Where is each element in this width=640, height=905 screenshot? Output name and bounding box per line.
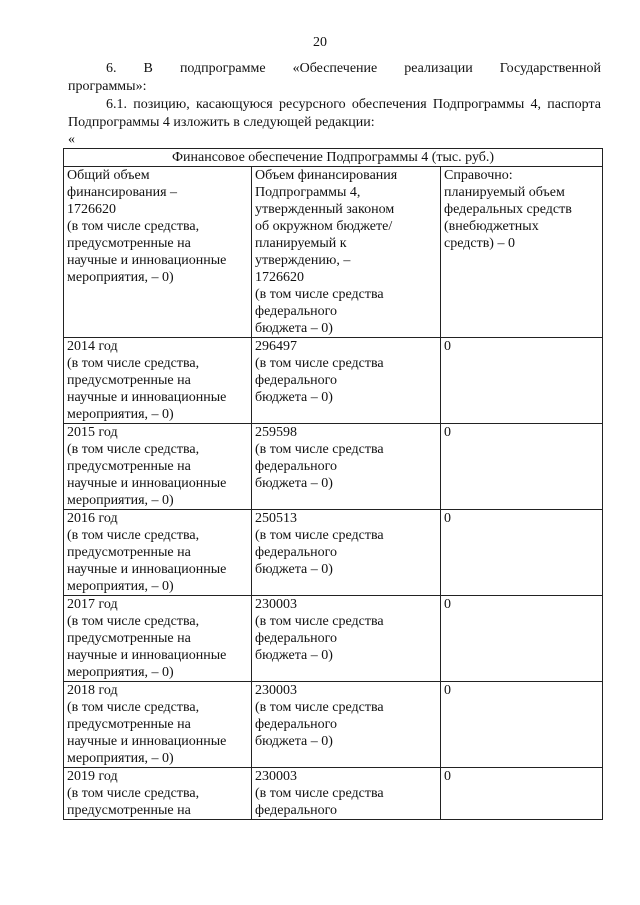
page-number: 20 [313,35,327,50]
approved-funding-cell [252,167,441,338]
cell-line: предусмотренные на [67,459,191,474]
cell-line: (в том числе средства, [67,786,200,801]
year-approved-cell [252,338,441,424]
reference-funding-cell [441,167,603,338]
cell-line: средств) – 0 [444,236,515,251]
cell-line: мероприятия, – 0) [67,751,174,766]
cell-line: 2016 год [67,511,118,526]
year-approved-cell [252,768,441,820]
year-approved-cell [252,682,441,768]
cell-line: бюджета – 0) [255,476,333,491]
cell-line: (в том числе средства, [67,356,200,371]
year-total-cell [64,768,252,820]
table-row [64,338,603,424]
cell-line: 230003 [255,769,297,784]
cell-line: 259598 [255,425,297,440]
cell-line: планируемый к [255,236,347,251]
table-row [64,768,603,820]
cell-line: (в том числе средства, [67,442,200,457]
table-row [64,596,603,682]
cell-line: научные и инновационные [67,253,227,268]
year-total-cell [64,424,252,510]
cell-line: (в том числе средства [255,700,384,715]
cell-line: 230003 [255,683,297,698]
cell-line: Объем финансирования [255,168,398,183]
cell-line: бюджета – 0) [255,390,333,405]
cell-line: 230003 [255,597,297,612]
cell-line: научные и инновационные [67,390,227,405]
cell-line: мероприятия, – 0) [67,665,174,680]
cell-line: 2014 год [67,339,118,354]
cell-line: 0 [444,769,451,784]
cell-line: федерального [255,717,338,732]
cell-line: предусмотренные на [67,717,191,732]
cell-line: Подпрограммы 4, [255,185,361,200]
cell-line: 0 [444,597,451,612]
cell-line: об окружном бюджете/ [255,219,393,234]
year-approved-cell [252,596,441,682]
cell-line: (внебюджетных [444,219,539,234]
financing-table [63,148,603,820]
cell-line: федерального [255,545,338,560]
total-funding-cell [64,167,252,338]
cell-line: (в том числе средства, [67,219,200,234]
cell-line: бюджета – 0) [255,562,333,577]
cell-line: (в том числе средства [255,356,384,371]
cell-line: (в том числе средства [255,287,384,302]
cell-line: федерального [255,803,338,818]
cell-line: 0 [444,683,451,698]
cell-line: 250513 [255,511,297,526]
cell-line: федерального [255,459,338,474]
cell-line: мероприятия, – 0) [67,579,174,594]
paragraph-6: 6. В подпрограмме «Обеспечение реализации Государственной программы»: [68,61,601,94]
cell-line: (в том числе средства [255,614,384,629]
year-total-cell [64,596,252,682]
year-total-cell [64,682,252,768]
table-caption: Финансовое обеспечение Подпрограммы 4 (тыс. руб.) [64,149,603,167]
cell-line: федерального [255,304,338,319]
year-reference-cell [441,510,603,596]
cell-line: финансирования – [67,185,178,200]
cell-line: 2019 год [67,769,118,784]
year-reference-cell [441,596,603,682]
cell-line: (в том числе средства, [67,700,200,715]
cell-line: утвержденный законом [255,202,395,217]
cell-line: федеральных средств [444,202,572,217]
cell-line: бюджета – 0) [255,734,333,749]
table-row [64,682,603,768]
cell-line: утверждению, – [255,253,351,268]
year-reference-cell [441,338,603,424]
cell-line: научные и инновационные [67,476,227,491]
cell-line: планируемый объем [444,185,565,200]
cell-line: 1726620 [255,270,304,285]
table-header-row [64,167,603,338]
cell-line: предусмотренные на [67,803,191,818]
paragraph-6-1: 6.1. позицию, касающуюся ресурсного обеспечения Подпрограммы 4, паспорта Подпрограммы 4 изложить в следующей редакции: [68,97,601,130]
cell-line: 2018 год [67,683,118,698]
cell-line: научные и инновационные [67,648,227,663]
cell-line: 0 [444,339,451,354]
year-reference-cell [441,682,603,768]
cell-line: предусмотренные на [67,373,191,388]
cell-line: федерального [255,373,338,388]
cell-line: 0 [444,511,451,526]
cell-line: Общий объем [67,168,150,183]
cell-line: научные и инновационные [67,734,227,749]
cell-line: мероприятия, – 0) [67,407,174,422]
cell-line: (в том числе средства, [67,614,200,629]
opening-quote-mark: « [68,132,75,147]
cell-line: предусмотренные на [67,545,191,560]
cell-line: (в том числе средства, [67,528,200,543]
cell-line: научные и инновационные [67,562,227,577]
table-row [64,510,603,596]
year-total-cell [64,338,252,424]
cell-line: (в том числе средства [255,528,384,543]
cell-line: мероприятия, – 0) [67,270,174,285]
cell-line: мероприятия, – 0) [67,493,174,508]
cell-line: 2017 год [67,597,118,612]
cell-line: (в том числе средства [255,786,384,801]
cell-line: 296497 [255,339,297,354]
cell-line: предусмотренные на [67,631,191,646]
cell-line: бюджета – 0) [255,321,333,336]
cell-line: предусмотренные на [67,236,191,251]
cell-line: (в том числе средства [255,442,384,457]
year-total-cell [64,510,252,596]
cell-line: бюджета – 0) [255,648,333,663]
year-approved-cell [252,424,441,510]
cell-line: 2015 год [67,425,118,440]
cell-line: 0 [444,425,451,440]
year-reference-cell [441,424,603,510]
year-approved-cell [252,510,441,596]
cell-line: Справочно: [444,168,513,183]
year-reference-cell [441,768,603,820]
table-row [64,424,603,510]
cell-line: федерального [255,631,338,646]
cell-line: 1726620 [67,202,116,217]
